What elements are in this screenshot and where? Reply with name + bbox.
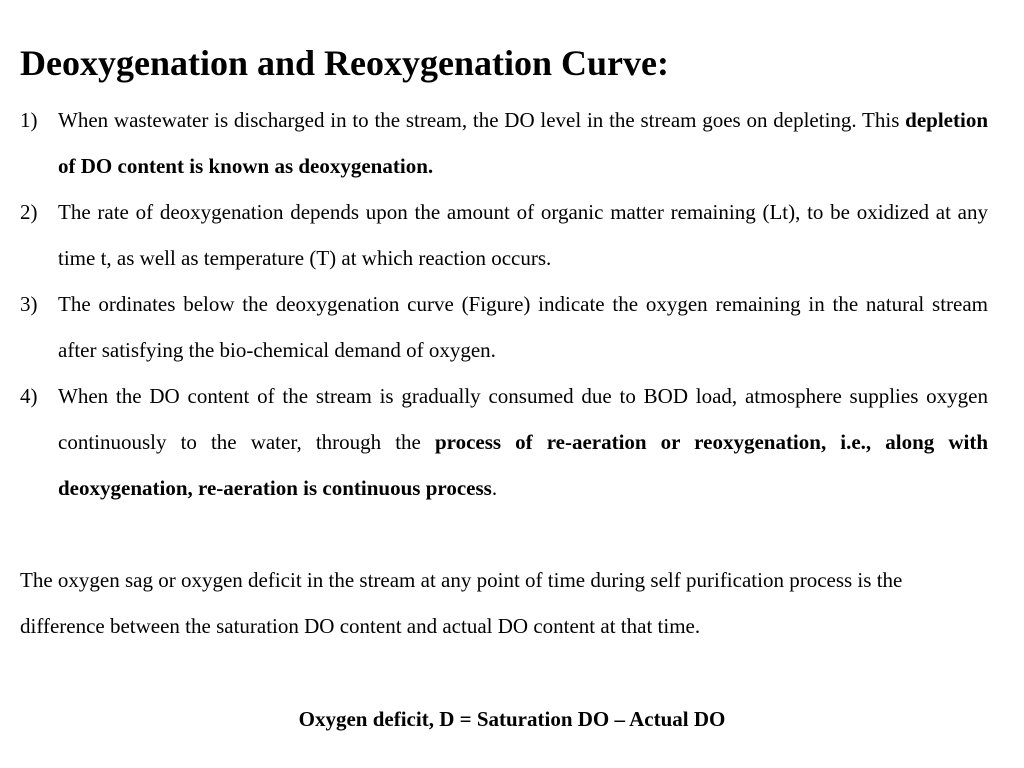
list-item-number: 3) [20,292,38,316]
list-item-bold-text: process of re-aeration or reoxygenation, i.e., along with deoxygenation, re-aeration is continuous process [58,430,989,500]
numbered-list [0,97,1024,511]
list-item [0,373,988,511]
list-item-number: 1) [20,108,38,132]
list-item [0,97,988,189]
list-item-number: 4) [20,384,38,408]
page-title: Deoxygenation and Reoxygenation Curve: [20,43,669,83]
list-item [0,281,988,373]
list-item-text: The rate of deoxygenation depends upon the amount of organic matter remaining (Lt), to be oxidized at any time t, as well as temperature (T) at which reaction occurs. [58,200,988,270]
list-item-bold-text: depletion of DO content is known as deoxygenation. [58,108,988,178]
oxygen-deficit-formula: Oxygen deficit, D = Saturation DO – Actual DO [298,707,726,731]
list-item-number: 2) [20,200,38,224]
list-item [0,189,988,281]
list-item-text: When the DO content of the stream is gradually consumed due to BOD load, atmosphere supplies oxygen continuously to the water, through the [58,384,988,454]
list-item-text-end: . [491,476,498,500]
list-item-text: The ordinates below the deoxygenation curve (Figure) indicate the oxygen remaining in the natural stream after satisfying the bio-chemical demand of oxygen. [58,292,988,362]
oxygen-deficit-paragraph: The oxygen sag or oxygen deficit in the stream at any point of time during self purification process is the difference between the saturation DO content and actual DO content at that time. [20,568,903,638]
list-item-text: When wastewater is discharged in to the stream, the DO level in the stream goes on depleting. This [58,108,906,132]
